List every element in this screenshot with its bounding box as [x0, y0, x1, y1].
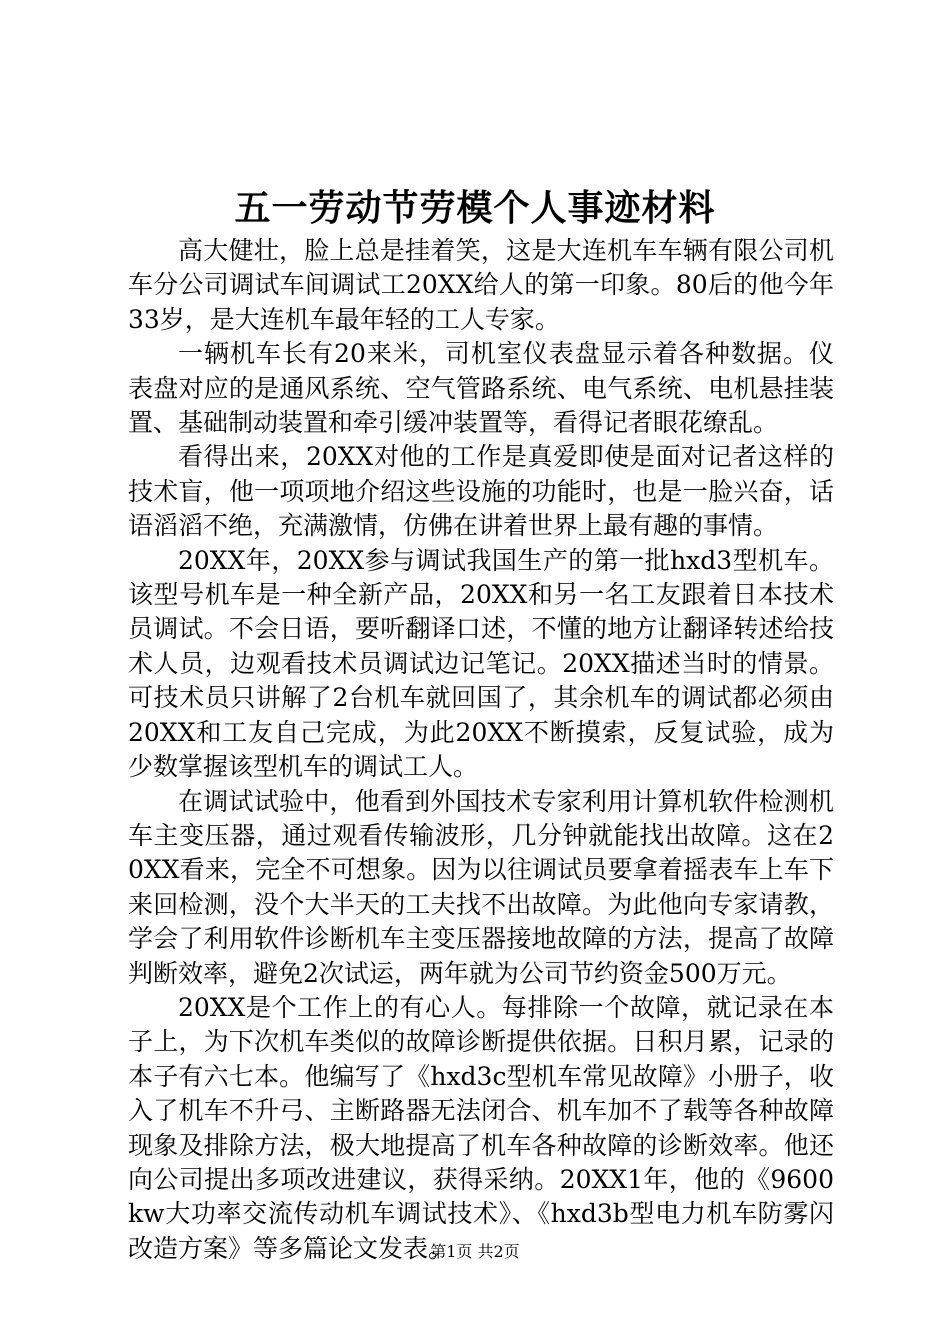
paragraph-5: 在调试试验中，他看到外国技术专家利用计算机软件检测机车主变压器，通过观看传输波形，几分钟就能找出故障。这在20XX看来，完全不可想象。因为以往调试员要拿着摇表车上车下来回检测，没个大半天的工夫找不出故障。为此他向专家请教，学会了利用软件诊断机车主变压器接地故障的方法，提高了故障判断效率，避免2次试运，两年就为公司节约资金500万元。	[128, 786, 834, 988]
document-title: 五一劳动节劳模个人事迹材料	[234, 187, 716, 229]
paragraph-4: 20XX年，20XX参与调试我国生产的第一批hxd3型机车。该型号机车是一种全新产品，20XX和另一名工友跟着日本技术员调试。不会日语，要听翻译口述，不懂的地方让翻译转述给技术人员，边观看技术员调试边记笔记。20XX描述当时的情景。可技术员只讲解了2台机车就回国了，其余机车的调试都必须由20XX和工友自己完成，为此20XX不断摸索，反复试验，成为少数掌握该型机车的调试工人。	[128, 545, 834, 782]
paragraph-3: 看得出来，20XX对他的工作是真爱即使是面对记者这样的技术盲，他一项项地介绍这些设施的功能时，也是一脸兴奋，话语滔滔不绝，充满激情，仿佛在讲着世界上最有趣的事情。	[128, 442, 834, 541]
paragraph-6: 20XX是个工作上的有心人。每排除一个故障，就记录在本子上，为下次机车类似的故障诊断提供依据。日积月累，记录的本子有六七本。他编写了《hxd3c型机车常见故障》小册子，收入了机车不升弓、主断路器无法闭合、机车加不了载等各种故障现象及排除方法，极大地提高了机车各种故障的诊断效率。他还向公司提出多项改进建议，获得采纳。20XX1年，他的《9600kw大功率交流传动机车调试技术》、《hxd3b型电力机车防雾闪改造方案》等多篇论文发表。	[128, 992, 834, 1263]
paragraph-1: 高大健壮，脸上总是挂着笑，这是大连机车车辆有限公司机车分公司调试车间调试工20XX给人的第一印象。80后的他今年33岁，是大连机车最年轻的工人专家。	[128, 236, 834, 334]
paragraph-2: 一辆机车长有20来米，司机室仪表盘显示着各种数据。仪表盘对应的是通风系统、空气管路系统、电气系统、电机悬挂装置、基础制动装置和牵引缓冲装置等，看得记者眼花缭乱。	[128, 339, 834, 438]
document-body	[128, 234, 834, 1266]
page-number-footer: 第1页 共2页	[430, 1242, 520, 1261]
